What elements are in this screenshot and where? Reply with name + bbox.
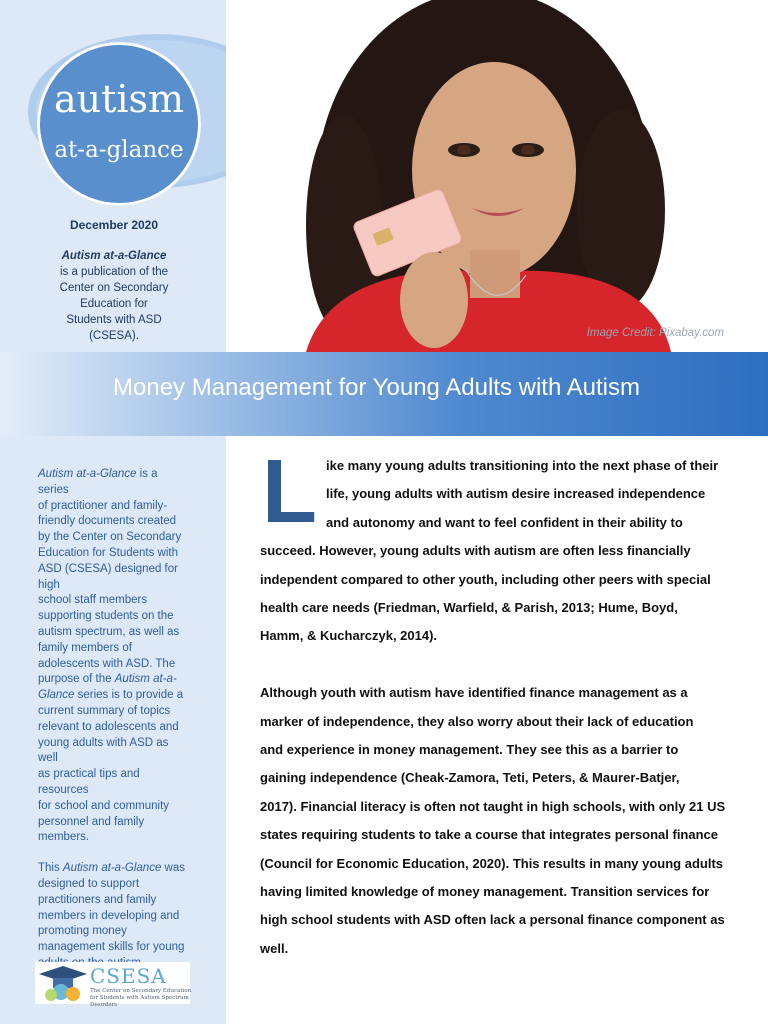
- blurb-line: [38, 861, 190, 877]
- blurb-line: [38, 940, 190, 956]
- article-line: marker of independence, they also worry about their lack of education: [260, 713, 694, 729]
- article-line: (Council for Economic Education, 2020). This results in many young adults: [260, 855, 724, 871]
- blurb-line: [38, 909, 190, 925]
- article-line: health care needs (Friedman, Warfield, & Parish, 2013; Hume, Boyd,: [260, 600, 678, 616]
- blurb-line: [38, 499, 190, 515]
- article-line: having limited knowledge of money management. Transition services for: [260, 884, 710, 900]
- blurb-text: for school and community: [38, 799, 170, 812]
- blurb-line: [38, 672, 190, 688]
- article-title: Money Management for Young Adults with Autism: [113, 374, 640, 401]
- article-line: independent compared to other youth, including other peers with special: [260, 571, 711, 587]
- publication-line: Center on Secondary: [59, 282, 169, 294]
- csesa-wordmark: CSESA: [90, 964, 167, 988]
- blurb-text: supporting students on the: [38, 610, 174, 623]
- article-line: and experience in money management. They see this as a barrier to: [260, 742, 679, 758]
- blurb-line: [38, 815, 190, 831]
- blurb-line: [38, 546, 190, 562]
- article-body: [260, 452, 730, 963]
- blurb-text: designed to support: [38, 877, 140, 890]
- blurb-text: family members of: [38, 641, 132, 654]
- blurb-line: [38, 688, 190, 704]
- drop-cap: L: [262, 442, 317, 542]
- article-line: 2017). Financial literacy is often not taught in high schools, with only 21 US: [260, 798, 726, 814]
- image-credit: Image Credit: Pixabay.com: [586, 327, 724, 339]
- logo-word: autism: [53, 77, 185, 121]
- blurb-text: young adults with ASD as well: [38, 736, 169, 765]
- blurb-line: [38, 562, 190, 594]
- blurb-text: was: [161, 862, 186, 875]
- article-line: life, young adults with autism desire increased independence: [326, 486, 706, 502]
- blurb-text: members in developing and: [38, 909, 180, 922]
- logo-subtitle: at-a-glance: [54, 137, 184, 163]
- publication-title: Autism at-a-Glance: [61, 250, 167, 262]
- blurb-line: [38, 877, 190, 893]
- publication-line: Education for: [80, 298, 148, 310]
- blurb-line: [38, 830, 190, 846]
- article-line: states requiring students to take a course that integrates personal finance: [260, 827, 719, 843]
- blurb-text: management skills for young: [38, 941, 185, 954]
- blurb-text: by the Center on Secondary: [38, 531, 182, 544]
- blurb-line: [38, 924, 190, 940]
- blurb-line: [38, 530, 190, 546]
- graduation-cap-icon: [35, 962, 95, 1004]
- blurb-text: friendly documents created: [38, 515, 177, 528]
- paragraph-gap: [260, 651, 730, 679]
- publication-line: Students with ASD: [66, 314, 162, 326]
- blurb-line: [38, 704, 190, 720]
- blurb-line: [38, 625, 190, 641]
- logo-circle: [37, 42, 201, 206]
- blurb-text: is a series: [38, 468, 158, 496]
- blurb-line: [38, 736, 190, 768]
- blurb-line: [38, 467, 190, 499]
- csesa-tagline: The Center on Secondary Education for Students with Autism Spectrum Disorders: [90, 988, 192, 1008]
- photo-illustration: [226, 0, 768, 352]
- issue-date: December 2020: [69, 218, 159, 232]
- blurb-line: [38, 609, 190, 625]
- blurb-line: [38, 593, 190, 609]
- blurb-text: of practitioner and family-: [38, 499, 168, 512]
- blurb-text: as practical tips and resources: [38, 768, 140, 796]
- article-line: well.: [260, 940, 289, 956]
- article-line: succeed. However, young adults with autism are often less financially: [260, 543, 691, 559]
- blurb-text: adolescents with ASD. The: [38, 657, 176, 670]
- article-line: and autonomy and want to feel confident in their ability to: [326, 514, 683, 530]
- blurb-text: current summary of topics: [38, 704, 171, 717]
- article-line: ike many young adults transitioning into the next phase of their: [326, 458, 719, 473]
- blurb-line: [38, 893, 190, 909]
- blurb-text: autism spectrum, as well as: [38, 625, 180, 638]
- blurb-text: series is to provide a: [74, 689, 184, 702]
- blurb-italic-text: Autism at-a-Glance: [62, 862, 162, 875]
- blurb-line: [38, 720, 190, 736]
- blurb-series-description: [38, 467, 190, 846]
- publication-line: is a publication of the: [59, 266, 169, 278]
- article-line: gaining independence (Cheak-Zamora, Teti, Peters, & Maurer-Batjer,: [260, 770, 680, 786]
- blurb-line: [38, 767, 190, 799]
- publication-line: (CSESA).: [89, 330, 139, 342]
- blurb-text: ASD (CSESA) designed for high: [38, 562, 178, 591]
- blurb-line: [38, 657, 190, 673]
- blurb-text: members.: [38, 831, 90, 844]
- publication-lines: [40, 264, 188, 344]
- publication-note: [40, 248, 188, 344]
- blurb-text: personnel and family: [38, 815, 145, 828]
- blurb-text: relevant to adolescents and: [38, 720, 179, 733]
- blurb-text: purpose of the: [38, 673, 115, 686]
- blurb-text: This: [38, 862, 63, 875]
- blurb-text: school staff members: [38, 594, 148, 607]
- photo: [226, 0, 768, 352]
- blurb-line: [38, 641, 190, 657]
- blurb-italic-text: Autism at-a-: [114, 673, 177, 686]
- blurb-text: Education for Students with: [38, 546, 178, 559]
- article-line: high school students with ASD often lack a personal finance component as: [260, 912, 725, 928]
- blurb-line: [38, 799, 190, 815]
- blurb-line: [38, 514, 190, 530]
- article-line: Although youth with autism have identified finance management as a: [260, 685, 688, 701]
- blurb-italic-text: Glance: [38, 689, 75, 702]
- article-line: Hamm, & Kucharczyk, 2014).: [260, 628, 438, 644]
- sidebar-blurb: [38, 467, 190, 1003]
- blurb-italic-text: Autism at-a-Glance: [38, 468, 137, 480]
- blurb-text: promoting money: [38, 925, 127, 938]
- blurb-text: practitioners and family: [38, 893, 157, 906]
